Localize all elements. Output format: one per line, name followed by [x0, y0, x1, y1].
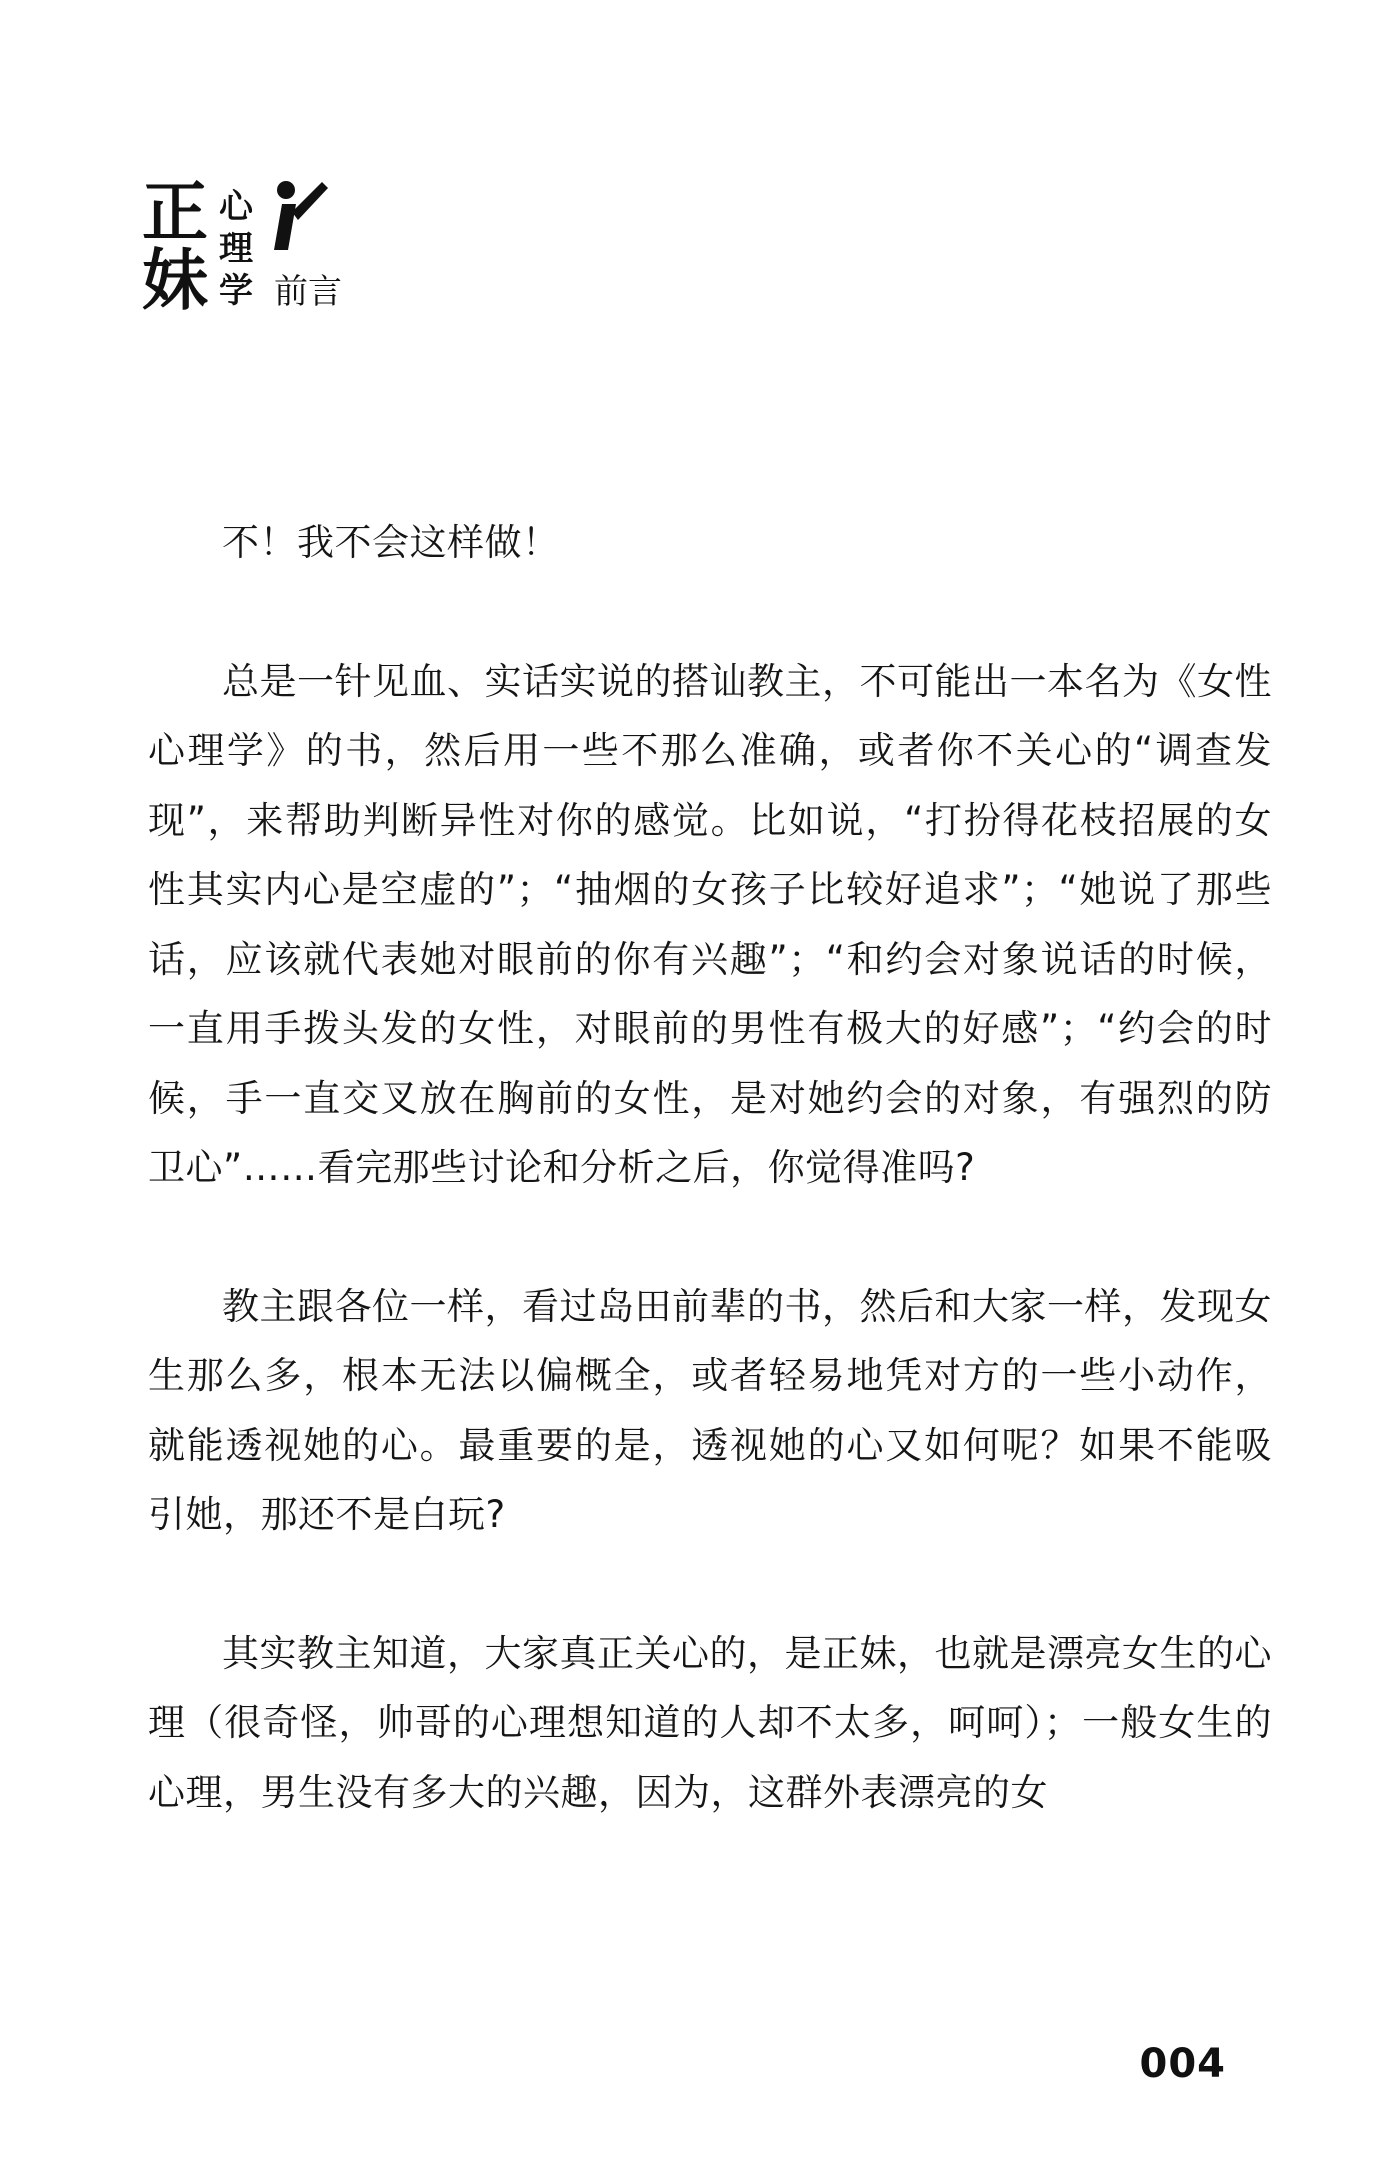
- book-logo: [142, 174, 442, 328]
- paragraph-gap: [148, 1550, 1272, 1619]
- paragraph-gap: [148, 1203, 1272, 1272]
- body-text: [148, 508, 1272, 1827]
- page-number: 004: [1139, 2041, 1226, 2087]
- paragraph-4: 其实教主知道，大家真正关心的，是正妹，也就是漂亮女生的心理（很奇怪，帅哥的心理想知道的人却不太多，呵呵）；一般女生的心理，男生没有多大的兴趣，因为，这群外表漂亮的女: [148, 1631, 1272, 1814]
- paragraph-gap: [148, 578, 1272, 647]
- logo-char-mei: 妹: [142, 242, 208, 319]
- logo-char-li: 理: [219, 229, 253, 269]
- paragraph-2: 总是一针见血、实话实说的搭讪教主，不可能出一本名为《女性心理学》的书，然后用一些不那么准确，或者你不关心的“调查发现”，来帮助判断异性对你的感觉。比如说，“打扮得花枝招展的女性其实内心是空虚的”；“抽烟的女孩子比较好追求”；“她说了那些话，应该就代表她对眼前的你有兴趣”；“和约会对象说话的时候，一直用手拨头发的女性，对眼前的男性有极大的好感”；“约会的时候，手一直交叉放在胸前的女性，是对她约会的对象，有强烈的防卫心”……看完那些讨论和分析之后，你觉得准吗?: [148, 659, 1272, 1189]
- logo-char-zheng: 正: [142, 174, 208, 251]
- logo-char-xin: 心: [219, 187, 253, 227]
- paragraph-3: 教主跟各位一样，看过岛田前辈的书，然后和大家一样，发现女生那么多，根本无法以偏概全，或者轻易地凭对方的一些小动作，就能透视她的心。最重要的是，透视她的心又如何呢？如果不能吸引她，那还不是白玩?: [148, 1284, 1272, 1536]
- stick-figure-logo-icon: [270, 178, 330, 258]
- section-title: 前言: [274, 272, 342, 312]
- logo-char-xue: 学: [219, 271, 253, 311]
- paragraph-1: 不！我不会这样做！: [222, 521, 560, 564]
